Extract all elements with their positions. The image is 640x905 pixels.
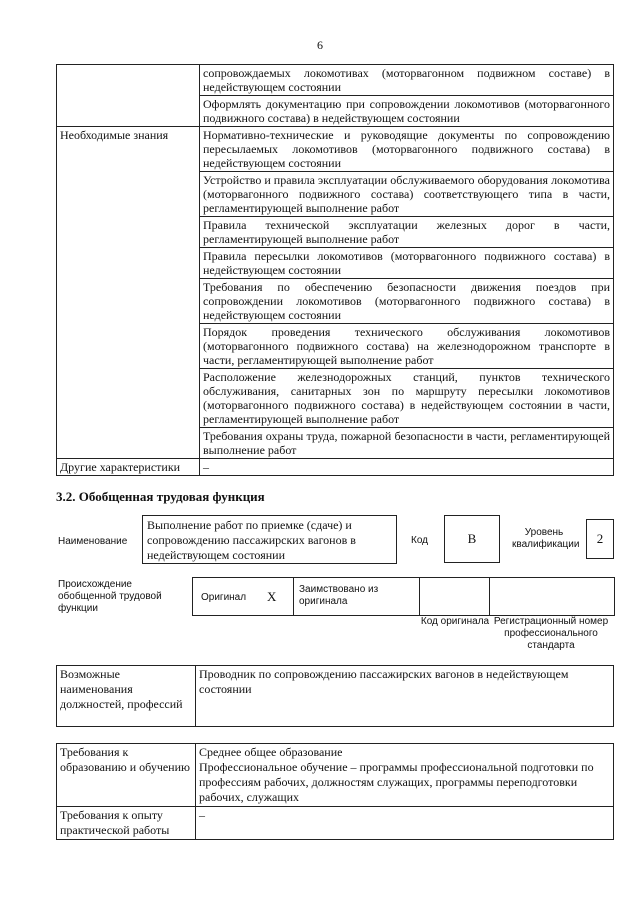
requirements-table (56, 743, 614, 840)
section-title: 3.2. Обобщенная трудовая функция (56, 489, 265, 504)
origin-box (192, 577, 615, 616)
education-line: Профессиональное обучение – программы профессиональной подготовки по профессиям рабочих, должностям служащих, программы переподготовки рабочих, служащих (199, 760, 594, 804)
table-cell: Требования охраны труда, пожарной безопасности в части, регламентирующей выполнение работ (200, 428, 614, 459)
name-label: Наименование (58, 536, 128, 547)
table-cell: Расположение железнодорожных станций, пунктов технического обслуживания, санитарных зон по маршруту пересылки локомотивов (моторвагонного подвижного состава) в недействующем состоянии в части, регламентирующей выполнение работ (200, 369, 614, 428)
original-label: Оригинал (201, 592, 247, 603)
borrowed-label: Заимствовано из оригинала (299, 584, 379, 607)
table-row (57, 65, 614, 96)
row-label (57, 65, 200, 127)
positions-table (56, 665, 614, 727)
table-cell: Правила технической эксплуатации железных дорог в части, регламентирующей выполнение работ (200, 217, 614, 248)
table-cell: Устройство и правила эксплуатации обслуживаемого оборудования локомотива (моторвагонного подвижного состава) соответствующего типа в части, регламентирующей выполнение работ (200, 172, 614, 217)
origin-divider (293, 578, 294, 615)
table-cell: Требования по обеспечению безопасности движения поездов при сопровождении локомотивов (моторвагонного подвижного состава) в недействующем состоянии (200, 279, 614, 324)
experience-label: Требования к опыту практической работы (57, 807, 196, 840)
table-cell: Нормативно-технические и руководящие документы по сопровождению пересылаемых локомотивов (моторвагонного подвижного состава) в недействующем состоянии (200, 127, 614, 172)
origin-label: Происхождение обобщенной трудовой функции (58, 579, 162, 614)
table-cell: Оформлять документацию при сопровождении локомотивов (моторвагонного подвижного состава) в недействующем состоянии (200, 96, 614, 127)
education-line: Среднее общее образование (199, 745, 343, 759)
positions-label: Возможные наименования должностей, профессий (57, 666, 196, 727)
row-label-knowledge: Необходимые знания (57, 127, 200, 459)
positions-value: Проводник по сопровождению пассажирских вагонов в недействующем состоянии (196, 666, 614, 727)
experience-value: – (196, 807, 614, 840)
table-row (57, 744, 614, 807)
level-label: Уровень квалификации (512, 527, 580, 550)
table-cell: Порядок проведения технического обслуживания локомотивов (моторвагонного подвижного состава) на железнодорожном транспорте в части, регламентирующей выполнение работ (200, 324, 614, 369)
code-value-box: B (444, 515, 500, 563)
code-caption: Код оригинала (420, 616, 490, 627)
origin-divider (419, 578, 420, 615)
education-label: Требования к образованию и обучению (57, 744, 196, 807)
table-row (57, 127, 614, 172)
labor-actions-table (56, 64, 614, 476)
table-row (57, 807, 614, 840)
origin-divider (489, 578, 490, 615)
reg-caption: Регистрационный номер профессионального стандарта (493, 616, 609, 651)
page-number: 6 (317, 38, 323, 52)
original-mark: X (267, 589, 277, 604)
table-row (57, 459, 614, 476)
education-value (196, 744, 614, 807)
table-cell: сопровождаемых локомотивах (моторвагонном подвижном составе) в недействующем состоянии (200, 65, 614, 96)
table-row (57, 666, 614, 727)
table-cell: – (200, 459, 614, 476)
table-cell: Правила пересылки локомотивов (моторвагонного подвижного состава) в недействующем состоянии (200, 248, 614, 279)
function-name-box: Выполнение работ по приемке (сдаче) и сопровождению пассажирских вагонов в недействующем состоянии (142, 515, 397, 564)
code-label: Код (411, 535, 429, 546)
level-value-box: 2 (586, 519, 614, 559)
row-label-other: Другие характеристики (57, 459, 200, 476)
